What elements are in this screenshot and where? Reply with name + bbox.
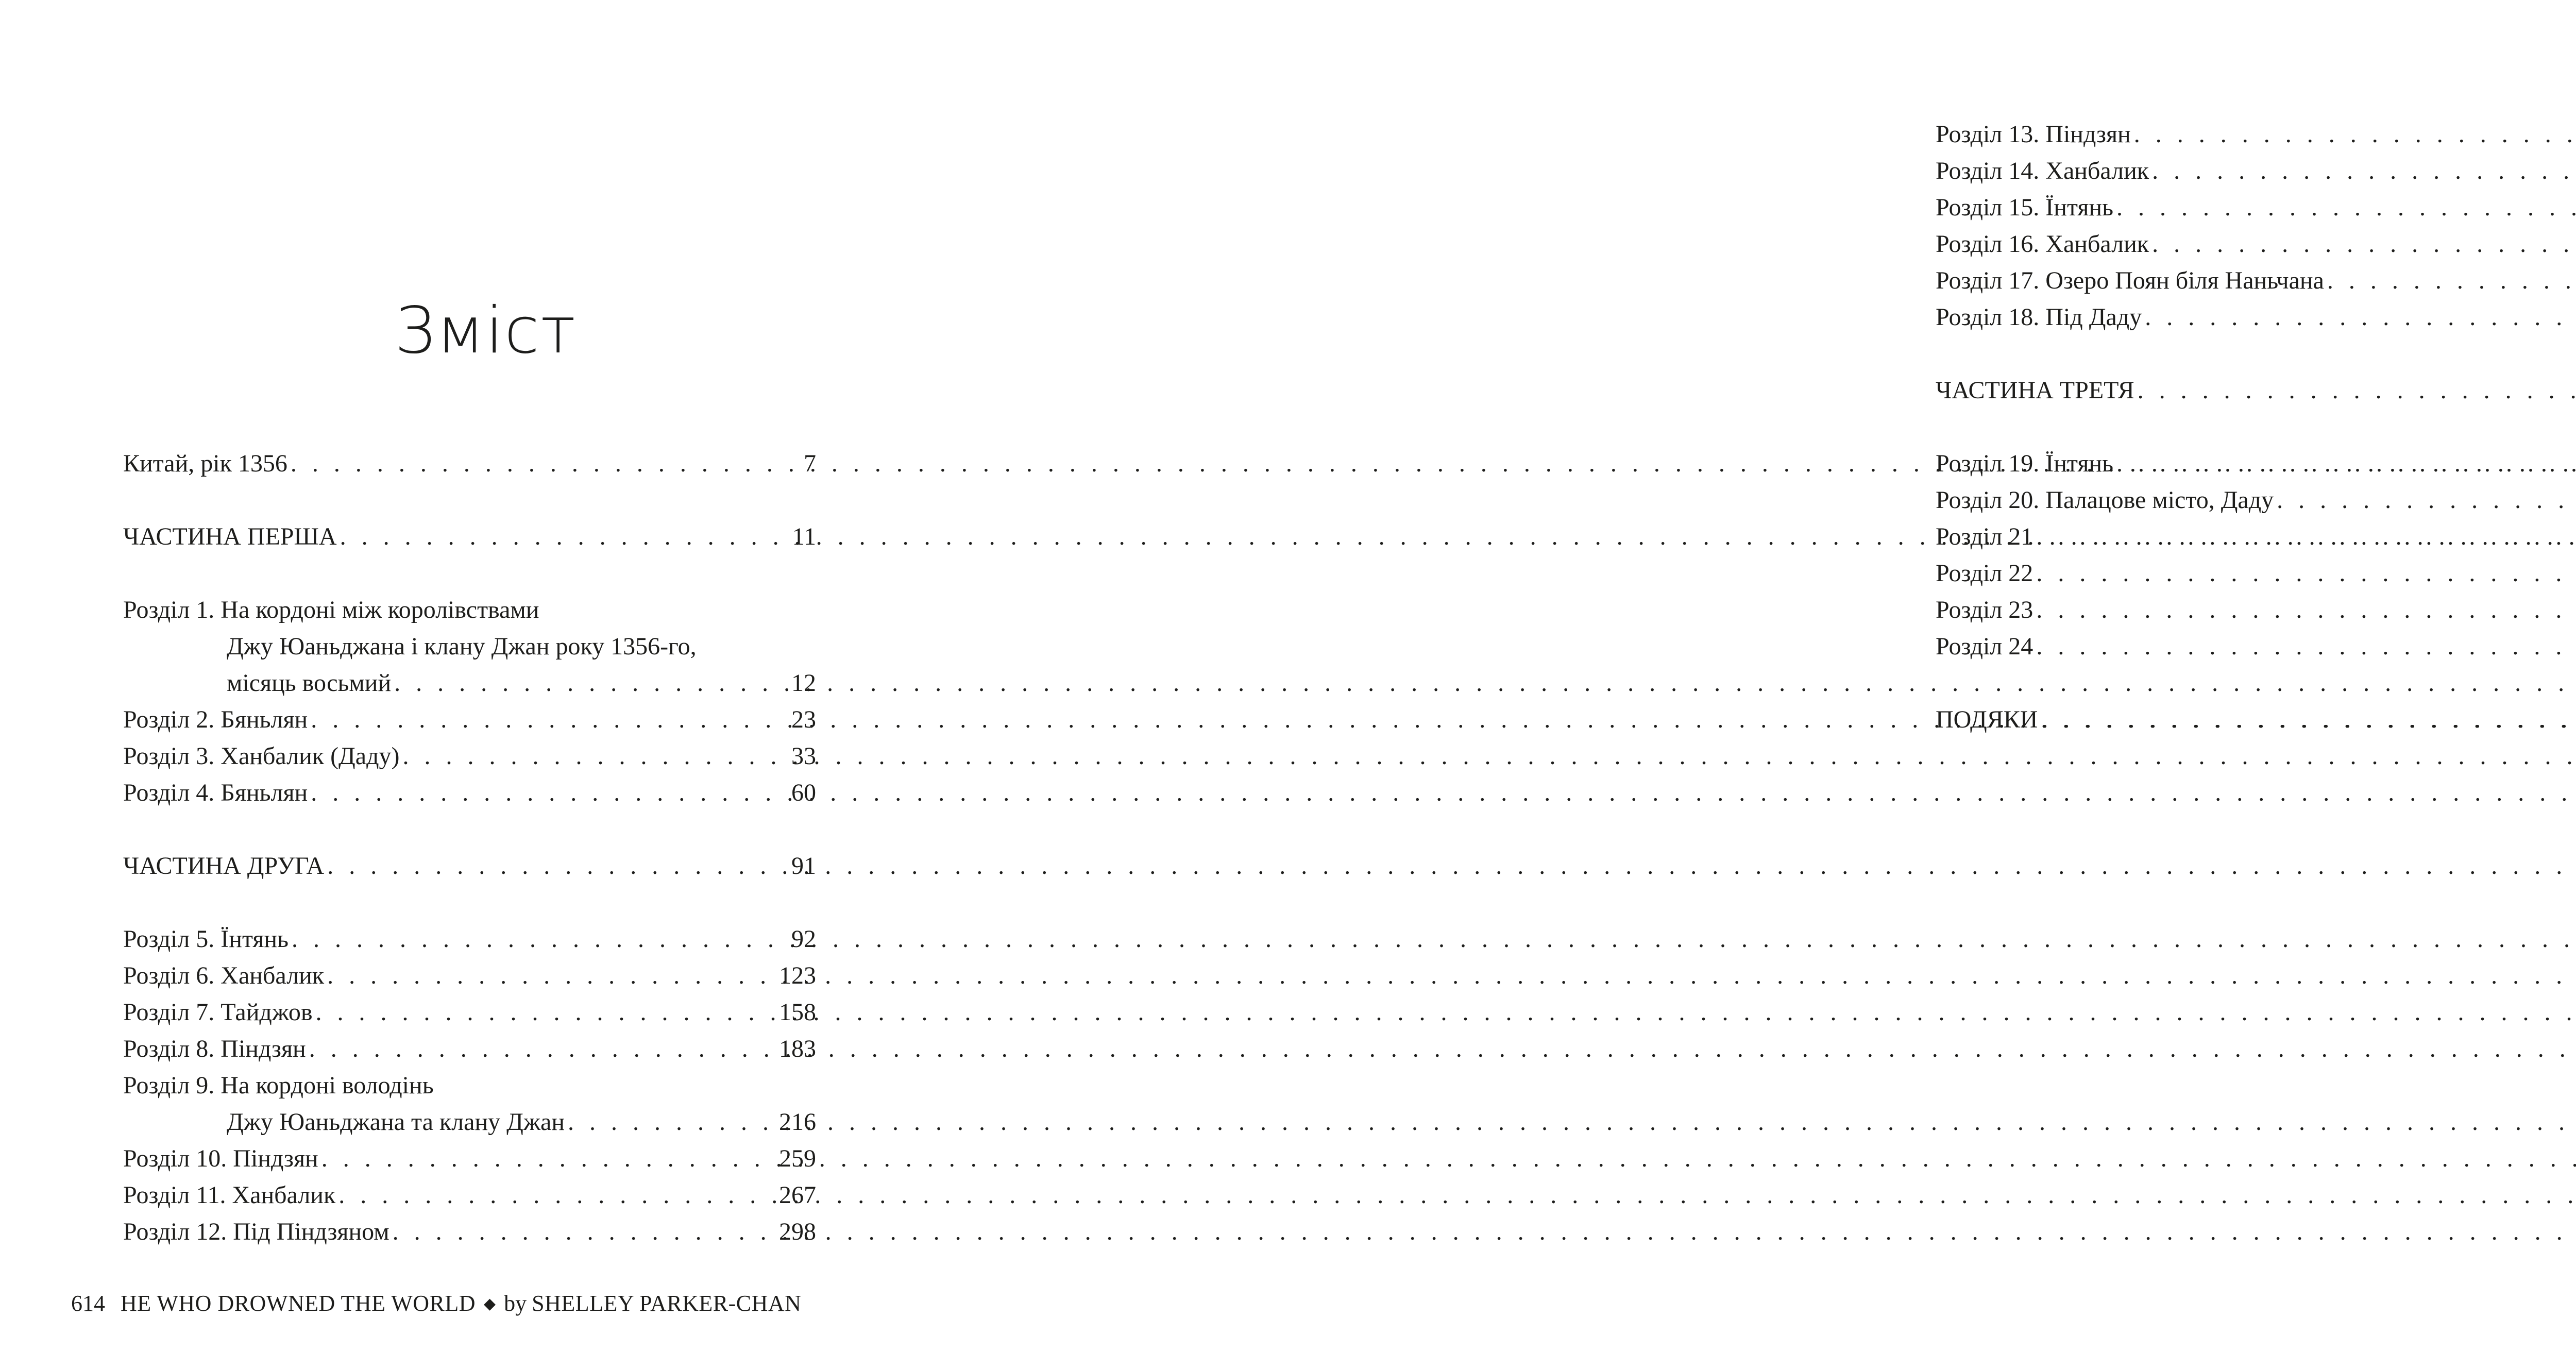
toc-entry [1936, 262, 2576, 299]
dot-leader [2033, 555, 2576, 591]
toc-entry-title: Розділ 14. Ханбалик [1936, 157, 2149, 184]
toc-entry-title: Розділ 1. На кордоні між королівствами [123, 596, 539, 623]
toc-entry-title: Розділ 19. Їнтянь [1936, 450, 2113, 477]
dot-leader [2033, 591, 2576, 628]
toc-entry [1936, 591, 2576, 628]
toc-entry [1936, 445, 2576, 482]
toc-entry-title: Розділ 10. Піндзян [123, 1145, 318, 1172]
dot-leader [318, 1140, 779, 1177]
toc-entry-title: Розділ 6. Ханбалик [123, 962, 325, 989]
dot-leader [289, 921, 791, 957]
toc-entry [1936, 518, 2576, 555]
dot-leader [2149, 153, 2576, 189]
dot-leader [389, 1213, 779, 1250]
toc-entry-page: 92 [791, 925, 816, 953]
toc-entry [123, 665, 816, 701]
toc-entry [123, 848, 816, 884]
dot-leader [2033, 518, 2576, 555]
toc-entry [123, 738, 816, 774]
dot-leader [565, 1104, 779, 1140]
book-title: HE WHO DROWNED THE WORLD [121, 1291, 476, 1316]
toc-entry-title: Розділ 15. Їнтянь [1936, 194, 2113, 221]
dot-leader [2131, 116, 2576, 153]
toc-entry [1936, 555, 2576, 591]
toc-entry [123, 628, 816, 665]
toc-entry-title: Розділ 20. Палацове місто, Даду [1936, 486, 2274, 514]
toc-entry-title: Розділ 4. Бяньлян [123, 779, 308, 806]
page-number: 614 [71, 1291, 105, 1316]
dot-leader [2033, 628, 2576, 665]
toc-entry-title: Розділ 21 [1936, 523, 2033, 550]
toc-entry [123, 1177, 816, 1213]
toc-entry-title: місяць восьмий [227, 669, 392, 697]
toc-entry-title: Розділ 11. Ханбалик [123, 1181, 336, 1209]
toc-entry-page: 259 [779, 1145, 816, 1172]
dot-leader [2113, 445, 2576, 482]
dot-leader [337, 518, 792, 555]
toc-entry-title: Джу Юаньджана і клану Джан року 1356-го, [227, 633, 697, 660]
dot-leader [2142, 299, 2576, 335]
toc-entry [1936, 701, 2576, 738]
toc-entry-title: Розділ 9. На кордоні володінь [123, 1072, 434, 1099]
toc-entry-title: Китай, рік 1356 [123, 450, 287, 477]
toc-entry [1936, 226, 2576, 262]
toc-entry-page: 12 [791, 669, 816, 697]
toc-entry [1936, 628, 2576, 665]
toc-entry [123, 921, 816, 957]
dot-leader [2149, 226, 2576, 262]
dot-leader [308, 774, 791, 811]
toc-entry [123, 1213, 816, 1250]
toc-entry-page: 7 [804, 450, 816, 477]
dot-leader [2113, 189, 2576, 226]
toc-entry [123, 957, 816, 994]
toc-entry [123, 1030, 816, 1067]
toc-entry [123, 774, 816, 811]
toc-entry-title: ЧАСТИНА ТРЕТЯ [1936, 377, 2134, 404]
table-of-contents-left [123, 445, 816, 1250]
toc-entry [123, 1140, 816, 1177]
toc-entry-page: 298 [779, 1218, 816, 1245]
toc-entry [1936, 482, 2576, 518]
toc-entry [123, 1067, 816, 1104]
toc-entry-title: Розділ 2. Бяньлян [123, 706, 308, 733]
toc-entry-page: 123 [779, 962, 816, 989]
toc-entry-page: 60 [791, 779, 816, 806]
dot-leader [2324, 262, 2576, 299]
contents-heading: Зміст [395, 294, 577, 368]
left-page [0, 0, 912, 1369]
dot-leader [400, 738, 791, 774]
toc-entry-page: 91 [791, 852, 816, 880]
dot-leader [324, 848, 791, 884]
dot-leader [312, 994, 779, 1030]
dot-leader [2038, 701, 2576, 738]
toc-entry-page: 33 [791, 742, 816, 770]
author-name: SHELLEY PARKER-CHAN [532, 1291, 802, 1316]
toc-entry [123, 518, 816, 555]
dot-leader [2134, 372, 2576, 409]
dot-leader [335, 1177, 779, 1213]
toc-entry-title: Розділ 3. Ханбалик (Даду) [123, 742, 400, 770]
toc-entry [123, 591, 816, 628]
toc-entry-title: Розділ 18. Під Даду [1936, 303, 2142, 331]
dot-leader [391, 665, 791, 701]
toc-entry [123, 1104, 816, 1140]
toc-entry-page: 267 [779, 1181, 816, 1209]
toc-entry-title: Розділ 12. Під Піндзяном [123, 1218, 389, 1245]
toc-entry [123, 445, 816, 482]
dot-leader [2274, 482, 2576, 518]
running-footer [71, 1288, 801, 1322]
toc-entry-title: Розділ 23 [1936, 596, 2033, 623]
toc-entry-title: ПОДЯКИ [1936, 706, 2038, 733]
author-prefix: by [504, 1291, 527, 1316]
table-of-contents-right [1936, 116, 2576, 738]
dot-leader [308, 701, 791, 738]
toc-entry-title: ЧАСТИНА ПЕРША [123, 523, 337, 550]
toc-entry-title: Джу Юаньджана та клану Джан [227, 1108, 565, 1136]
right-page [913, 0, 2324, 1369]
toc-entry-page: 23 [791, 706, 816, 733]
toc-entry-page: 183 [779, 1035, 816, 1062]
toc-entry-title: ЧАСТИНА ДРУГА [123, 852, 325, 880]
toc-entry-title: Розділ 13. Піндзян [1936, 121, 2131, 148]
toc-entry [1936, 116, 2576, 153]
toc-entry-title: Розділ 24 [1936, 633, 2033, 660]
toc-entry-title: Розділ 7. Тайджов [123, 999, 313, 1026]
toc-entry [123, 701, 816, 738]
toc-entry-page: 158 [779, 999, 816, 1026]
dot-leader [306, 1030, 779, 1067]
dot-leader [324, 957, 779, 994]
toc-entry-title: Розділ 5. Їнтянь [123, 925, 289, 953]
toc-entry [1936, 372, 2576, 409]
toc-entry-title: Розділ 8. Піндзян [123, 1035, 306, 1062]
toc-entry [1936, 153, 2576, 189]
toc-entry-title: Розділ 16. Ханбалик [1936, 230, 2149, 258]
toc-entry-page: 11 [792, 523, 816, 550]
toc-entry-page: 216 [779, 1108, 816, 1136]
toc-entry [123, 994, 816, 1030]
toc-entry [1936, 299, 2576, 335]
toc-entry [1936, 189, 2576, 226]
toc-entry-title: Розділ 17. Озеро Поян біля Наньчана [1936, 267, 2324, 294]
dot-leader [287, 445, 804, 482]
diamond-separator-icon: ◆ [484, 1295, 496, 1312]
toc-entry-title: Розділ 22 [1936, 560, 2033, 587]
